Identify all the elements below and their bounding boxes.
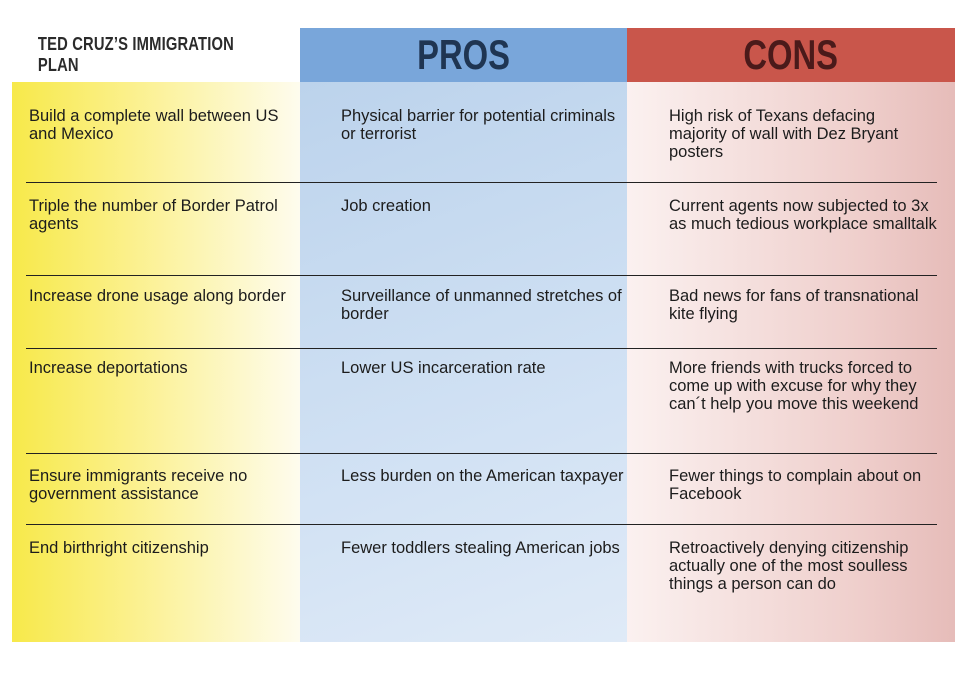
plan-cell: Build a complete wall between US and Mexico (29, 107, 279, 143)
pro-cell: Fewer toddlers stealing American jobs (341, 539, 620, 557)
table-row (12, 334, 955, 453)
table-row (12, 172, 955, 275)
plan-cell: Ensure immigrants receive no government assistance (29, 467, 248, 503)
plan-cell: Increase deportations (29, 359, 188, 377)
plan-cell: Triple the number of Border Patrol agents (29, 197, 278, 233)
table-row (12, 514, 955, 642)
cons-column-header (627, 28, 955, 82)
plan-cell: End birthright citizenship (29, 539, 209, 557)
cons-header-text: CONS (743, 31, 839, 78)
pro-cell: Lower US incarceration rate (341, 359, 546, 377)
con-cell: High risk of Texans defacing majority of wall with Dez Bryant posters (669, 107, 899, 161)
con-cell: Fewer things to complain about on Facebook (669, 467, 922, 503)
con-cell: More friends with trucks forced to come up with excuse for why they can´t help you move this weekend (669, 359, 919, 413)
pro-cell: Less burden on the American taxpayer (341, 467, 624, 485)
plan-cell: Increase drone usage along border (29, 287, 286, 305)
pro-cell: Surveillance of unmanned stretches of border (341, 287, 622, 323)
pro-cell: Physical barrier for potential criminals or terrorist (341, 107, 616, 143)
plan-column-header (38, 28, 274, 82)
con-cell: Bad news for fans of transnational kite flying (669, 287, 919, 323)
table-row (12, 442, 955, 524)
table-row (12, 82, 955, 182)
pros-column-header (300, 28, 627, 82)
pro-cell: Job creation (341, 197, 431, 215)
plan-header-text: TED CRUZ’S IMMIGRATION PLAN (37, 34, 234, 75)
con-cell: Current agents now subjected to 3x as much tedious workplace smalltalk (669, 197, 937, 233)
con-cell: Retroactively denying citizenship actually one of the most soulless things a person can do (669, 539, 909, 593)
pros-header-text: PROS (417, 31, 510, 78)
